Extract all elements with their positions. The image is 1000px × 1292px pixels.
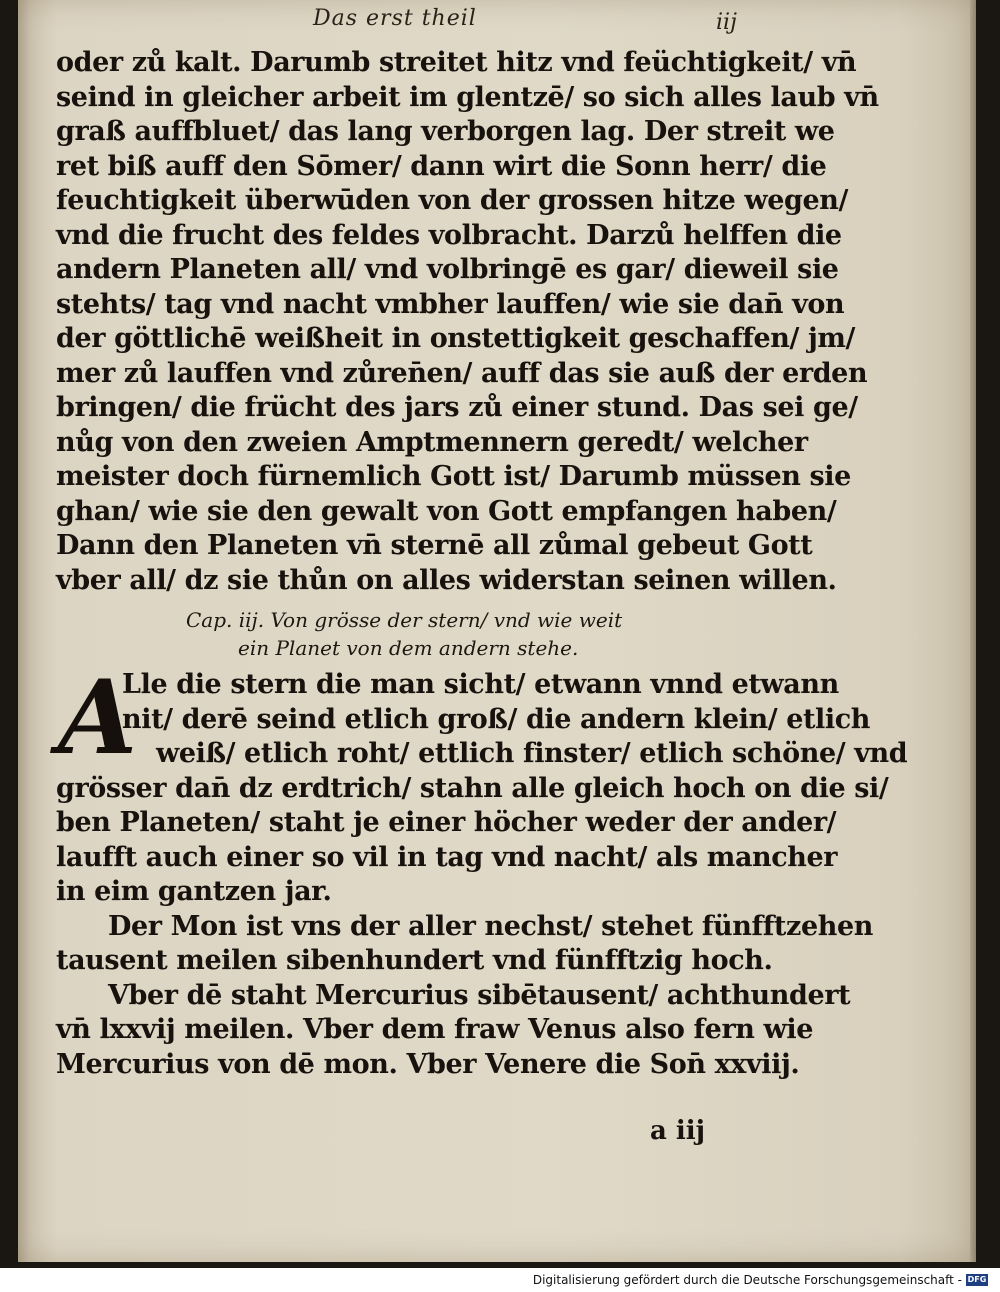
book-page [18, 0, 976, 1262]
text-line: vnd die frucht des feldes volbracht. Darzů helffen die [56, 219, 842, 251]
folio-number: iij [716, 10, 737, 35]
text-line: Der Mon ist vns der aller nechst/ stehet fünfftzehen [108, 910, 873, 942]
text-line: der göttlichē weißheit in onstettigkeit geschaffen/ jm/ [56, 323, 855, 354]
text-line: feuchtigkeit überwūden von der grossen hitze wegen/ [56, 185, 848, 216]
text-line: graß auffbluet/ das lang verborgen lag. Der streit we [56, 116, 835, 147]
text-line: laufft auch einer so vil in tag vnd nacht/ als mancher [56, 841, 838, 873]
chapter-heading-line: ein Planet von dem andern stehe. [238, 636, 579, 660]
text-line: grösser dan̄ dz erdtrich/ stahn alle gleich hoch on die si/ [56, 772, 889, 804]
footer-text: Digitalisierung gefördert durch die Deutsche Forschungsgemeinschaft - [532, 1273, 962, 1287]
chapter-heading [18, 606, 976, 662]
text-line: Mercurius von dē mon. Vber Venere die Son̄ xxviij. [56, 1048, 800, 1080]
text-line: mer zů lauffen vnd zůren̄en/ auff das sie auß der erden [56, 357, 868, 389]
text-line: in eim gantzen jar. [56, 876, 332, 907]
text-line: oder zů kalt. Darumb streitet hitz vnd feüchtigkeit/ vn̄ [56, 47, 857, 78]
digitization-footer [533, 1273, 988, 1287]
text-line: tausent meilen sibenhundert vnd fünfftzig hoch. [56, 945, 773, 976]
text-line: nit/ derē seind etlich groß/ die andern klein/ etlich [122, 703, 871, 735]
text-line: vber all/ dz sie thůn on alles widerstan seinen willen. [56, 564, 837, 596]
text-line: stehts/ tag vnd nacht vmbher lauffen/ wie sie dan̄ von [56, 288, 845, 320]
text-line: ghan/ wie sie den gewalt von Gott empfangen haben/ [56, 495, 837, 527]
decorated-initial: A [58, 658, 138, 778]
text-line: nůg von den zweien Amptmennern geredt/ welcher [56, 426, 808, 458]
dfg-logo-icon: DFG [967, 1275, 987, 1284]
body-text [56, 46, 879, 598]
section-text [56, 658, 908, 1082]
text-line: Vber dē staht Mercurius sibētausent/ achthundert [108, 979, 851, 1011]
text-line: ben Planeten/ staht je einer höcher weder der ander/ [56, 807, 837, 838]
text-line: seind in gleicher arbeit im glentzē/ so sich alles laub vn̄ [56, 81, 879, 113]
text-line: Dann den Planeten vn̄ sternē all zůmal gebeut Gott [56, 530, 813, 561]
text-line: andern Planeten all/ vnd volbringē es gar/ dieweil sie [56, 254, 839, 285]
text-line: vn̄ lxxvij meilen. Vber dem fraw Venus also fern wie [56, 1014, 813, 1045]
text-line: weiß/ etlich roht/ ettlich finster/ etlich schöne/ vnd [156, 738, 908, 769]
chapter-heading-line: Cap. iij. Von grösse der stern/ vnd wie weit [186, 608, 623, 632]
text-line: bringen/ die frücht des jars zů einer stund. Das sei ge/ [56, 392, 858, 423]
text-line: ret biß auff den Sōmer/ dann wirt die Sonn herr/ die [56, 150, 827, 182]
text-line: meister doch fürnemlich Gott ist/ Darumb müssen sie [56, 461, 851, 492]
signature-mark: a iij [650, 1116, 706, 1146]
text-line: Lle die stern die man sicht/ etwann vnnd etwann [122, 669, 839, 700]
running-head: Das erst theil [313, 6, 477, 31]
